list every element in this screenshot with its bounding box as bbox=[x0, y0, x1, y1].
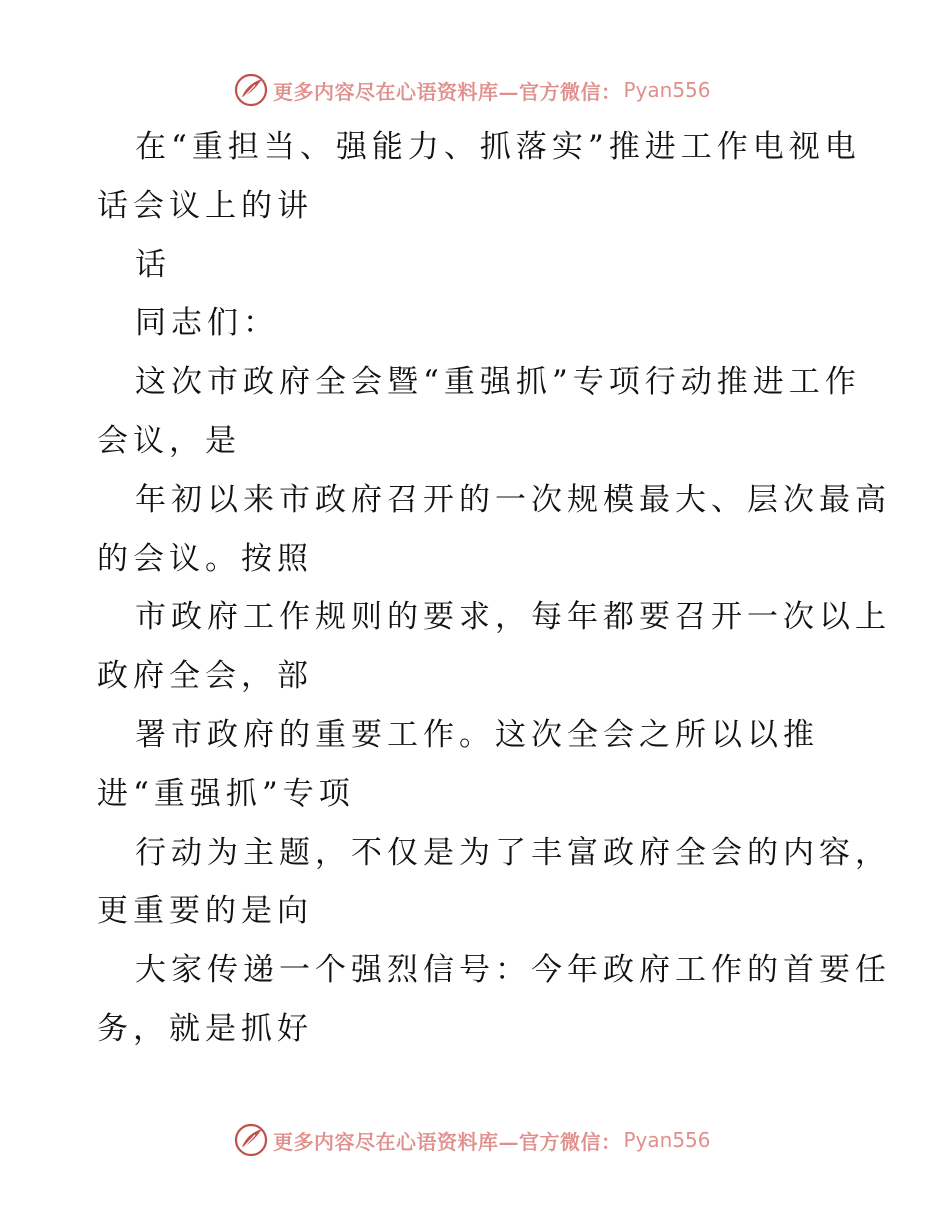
text-line: 话会议上的讲 bbox=[97, 187, 313, 224]
text-line: 话 bbox=[135, 246, 171, 283]
watermark-wechat-id: Pyan556 bbox=[623, 1128, 711, 1152]
watermark-wechat-id: Pyan556 bbox=[623, 78, 711, 102]
text-line: 的会议。按照 bbox=[97, 540, 313, 577]
footer-watermark bbox=[233, 1120, 711, 1160]
quill-logo-icon bbox=[233, 1122, 269, 1158]
text-line: 进“重强抓”专项 bbox=[97, 775, 355, 812]
text-line: 大家传递一个强烈信号：今年政府工作的首要任 bbox=[135, 952, 891, 989]
text-line: 更重要的是向 bbox=[97, 893, 313, 930]
text-line: 年初以来市政府召开的一次规模最大、层次最高 bbox=[135, 481, 891, 518]
text-line: 市政府工作规则的要求，每年都要召开一次以上 bbox=[135, 599, 891, 636]
text-line: 同志们： bbox=[135, 305, 279, 342]
quill-logo-icon bbox=[233, 72, 269, 108]
document-body bbox=[97, 118, 891, 1059]
text-line: 这次市政府全会暨“重强抓”专项行动推进工作 bbox=[135, 364, 861, 401]
watermark-text: 更多内容尽在心语资料库—官方微信： bbox=[273, 79, 622, 104]
text-line: 务，就是抓好 bbox=[97, 1010, 313, 1047]
text-line: 会议，是 bbox=[97, 422, 241, 459]
text-line: 行动为主题，不仅是为了丰富政府全会的内容， bbox=[135, 834, 891, 871]
text-line: 政府全会，部 bbox=[97, 658, 313, 695]
text-line: 在“重担当、强能力、抓落实”推进工作电视电 bbox=[135, 129, 861, 165]
watermark-text: 更多内容尽在心语资料库—官方微信： bbox=[273, 1129, 622, 1154]
text-line: 署市政府的重要工作。这次全会之所以以推 bbox=[135, 716, 819, 753]
header-watermark bbox=[233, 70, 711, 110]
